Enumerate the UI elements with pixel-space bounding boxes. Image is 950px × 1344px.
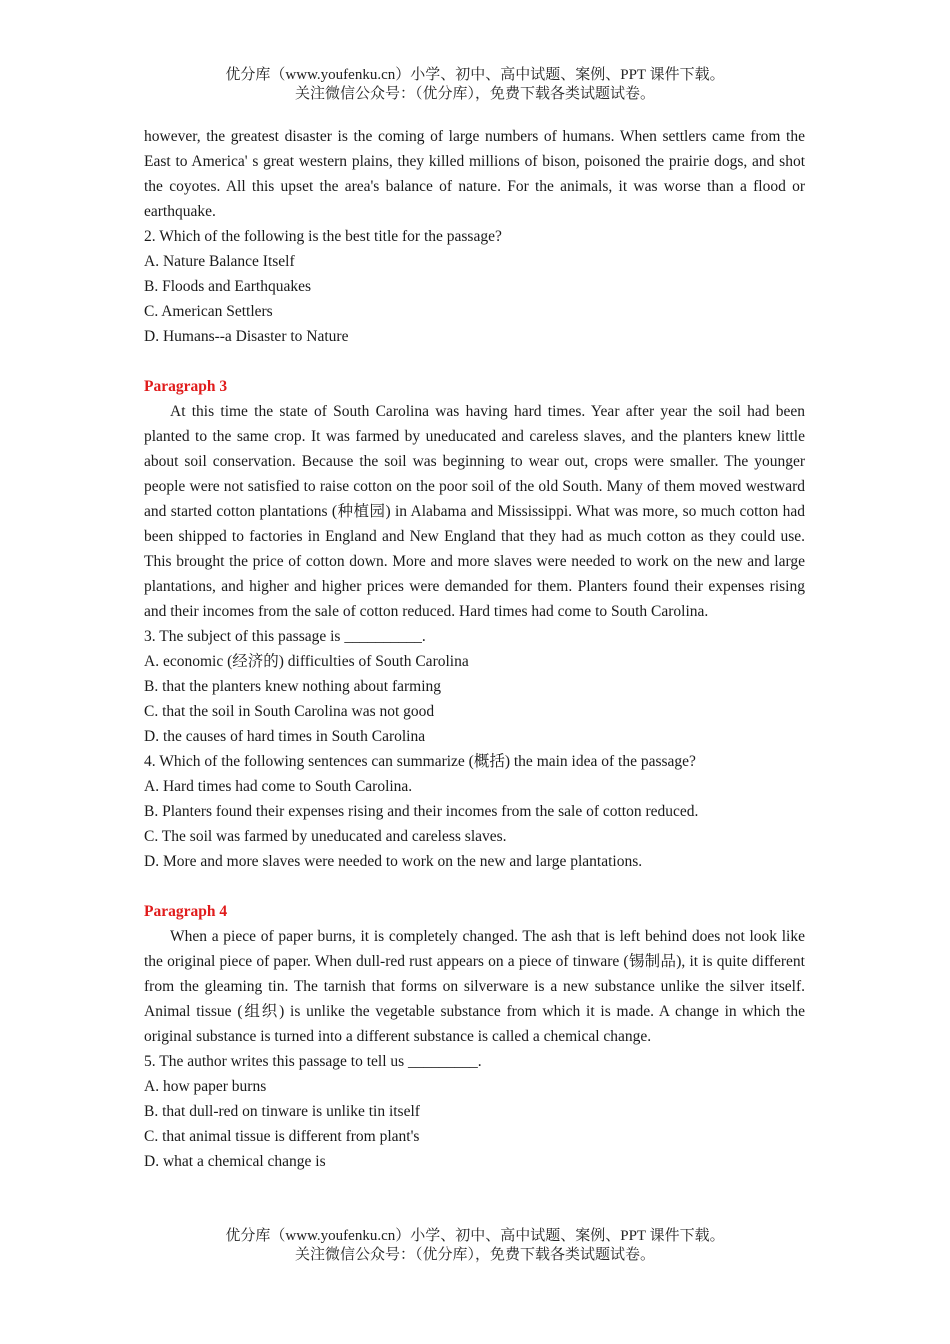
page-footer	[0, 1227, 950, 1265]
question-3: 3. The subject of this passage is __________.	[144, 628, 426, 645]
footer-line-1: 优分库（www.youfenku.cn）小学、初中、高中试题、案例、PPT 课件下载。	[225, 1228, 725, 1244]
paragraph-2-text: however, the greatest disaster is the coming of large numbers of humans. When settlers came from the East to America' s great western plains, they killed millions of bison, poisoned the prairie dogs, and shot the coyotes. All this upset the area's balance of nature. For the animals, it was worse than a flood or earthquake.	[144, 128, 805, 220]
question-5-option-a: A. how paper burns	[144, 1078, 267, 1095]
question-4: 4. Which of the following sentences can summarize (概括) the main idea of the passage?	[144, 753, 696, 770]
question-3-option-a: A. economic (经济的) difficulties of South Carolina	[144, 653, 469, 670]
paragraph-4-text: When a piece of paper burns, it is completely changed. The ash that is left behind does not look like the original piece of paper. When dull-red rust appears on a piece of tinware (锡制品), it is quite different from the gleaming tin. The tarnish that forms on silverware is a new substance unlike the silver itself. Animal tissue (组织) is unlike the vegetable substance from which it is made. A change in which the original substance is turned into a different substance is called a chemical change.	[144, 928, 805, 1045]
question-5-option-c: C. that animal tissue is different from plant's	[144, 1128, 420, 1145]
question-3-option-c: C. that the soil in South Carolina was not good	[144, 703, 435, 720]
question-5-option-b: B. that dull-red on tinware is unlike tin itself	[144, 1103, 420, 1120]
question-4-option-d: D. More and more slaves were needed to work on the new and large plantations.	[144, 853, 643, 870]
question-2-option-b: B. Floods and Earthquakes	[144, 278, 312, 295]
header-line-1: 优分库（www.youfenku.cn）小学、初中、高中试题、案例、PPT 课件下载。	[225, 67, 725, 83]
question-5-option-d: D. what a chemical change is	[144, 1153, 326, 1170]
header-line-2: 关注微信公众号：（优分库），免费下载各类试题试卷。	[294, 86, 655, 102]
question-4-option-a: A. Hard times had come to South Carolina.	[144, 778, 413, 795]
paragraph-3-heading: Paragraph 3	[144, 378, 228, 395]
footer-line-2: 关注微信公众号：（优分库），免费下载各类试题试卷。	[294, 1247, 655, 1263]
question-4-option-c: C. The soil was farmed by uneducated and careless slaves.	[144, 828, 507, 845]
question-4-option-b: B. Planters found their expenses rising and their incomes from the sale of cotton reduced.	[144, 803, 699, 820]
paragraph-3-text: At this time the state of South Carolina was having hard times. Year after year the soil had been planted to the same crop. It was farmed by uneducated and careless slaves, and the planters knew little about soil conservation. Because the soil was beginning to wear out, crops were smaller. The younger people were not satisfied to raise cotton on the poor soil of the old South. Many of them moved westward and started cotton plantations (种植园) in Alabama and Mississippi. What was more, so much cotton had been shipped to factories in England and New England that they had as much cotton as they could use. This brought the price of cotton down. More and more slaves were needed to work on the new and large plantations, and higher and higher prices were demanded for them. Planters found their expenses rising and their incomes from the sale of cotton reduced. Hard times had come to South Carolina.	[144, 403, 805, 620]
question-2-option-d: D. Humans--a Disaster to Nature	[144, 328, 349, 345]
question-2-option-c: C. American Settlers	[144, 303, 273, 320]
document-body	[144, 124, 805, 1174]
question-2-option-a: A. Nature Balance Itself	[144, 253, 295, 270]
page-header	[0, 66, 950, 104]
paragraph-4-heading: Paragraph 4	[144, 903, 228, 920]
question-3-option-d: D. the causes of hard times in South Carolina	[144, 728, 426, 745]
question-5: 5. The author writes this passage to tell us _________.	[144, 1053, 482, 1070]
question-3-option-b: B. that the planters knew nothing about farming	[144, 678, 442, 695]
question-2: 2. Which of the following is the best title for the passage?	[144, 228, 502, 245]
